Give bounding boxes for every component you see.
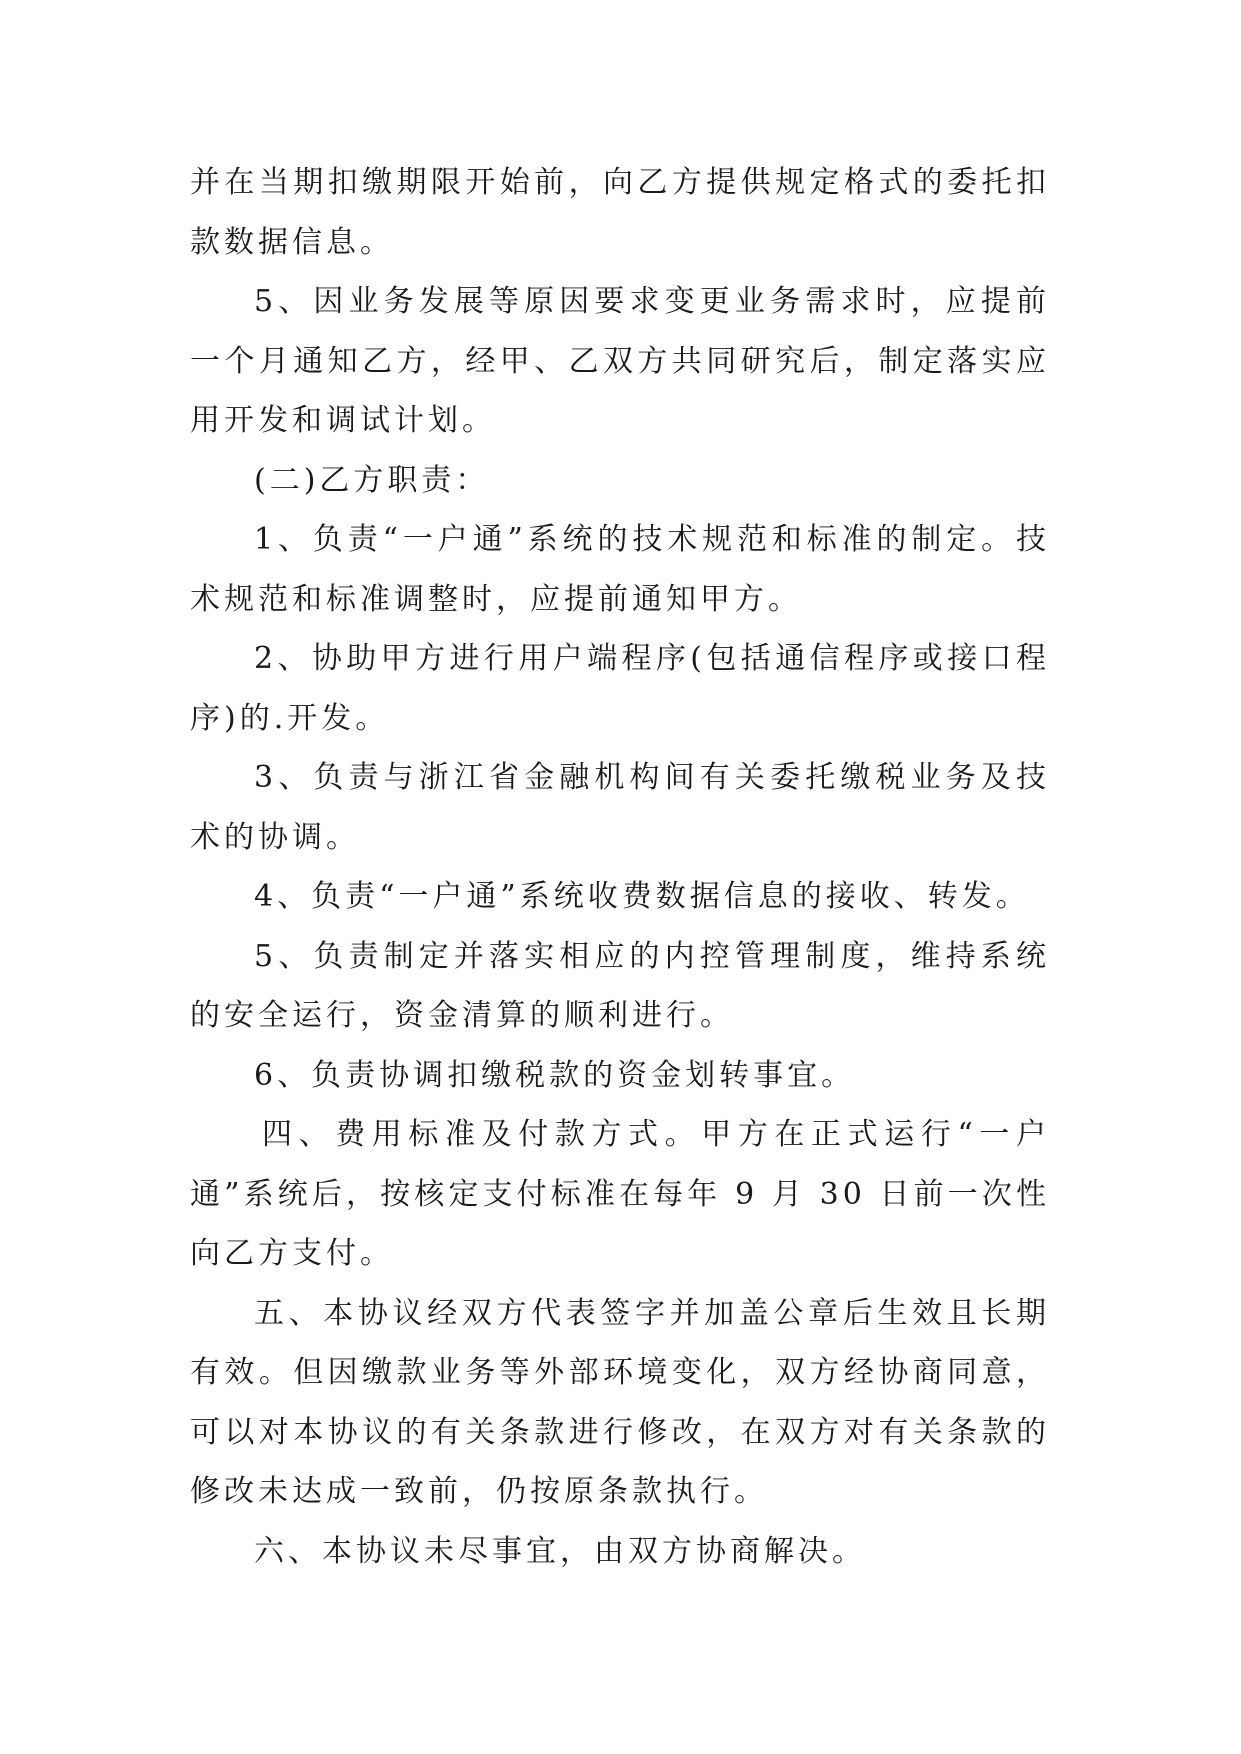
paragraph-item-2-party-b: 2、协助甲方进行用户端程序(包括通信程序或接口程序)的.开发。 xyxy=(190,641,1050,736)
paragraph-item-3-party-b: 3、负责与浙江省金融机构间有关委托缴税业务及技术的协调。 xyxy=(190,760,1050,855)
paragraph-item-5-party-a: 5、因业务发展等原因要求变更业务需求时，应提前一个月通知乙方，经甲、乙双方共同研究后，制定落实应用开发和调试计划。 xyxy=(190,284,1050,438)
paragraph-section-4-fees: 四、费用标准及付款方式。甲方在正式运行“一户通”系统后，按核定支付标准在每年 9 月 30 日前一次性向乙方支付。 xyxy=(190,1117,1050,1271)
section-heading-party-b-duties: (二)乙方职责： xyxy=(254,462,490,498)
paragraph-section-6-other: 六、本协议未尽事宜，由双方协商解决。 xyxy=(254,1533,866,1569)
paragraph-section-5-validity: 五、本协议经双方代表签字并加盖公章后生效且长期有效。但因缴款业务等外部环境变化，双方经协商同意，可以对本协议的有关条款进行修改，在双方对有关条款的修改未达成一致前，仍按原条款执行。 xyxy=(190,1295,1050,1509)
paragraph-item-5-party-b: 5、负责制定并落实相应的内控管理制度，维持系统的安全运行，资金清算的顺利进行。 xyxy=(190,938,1050,1033)
paragraph-item-6-party-b: 6、负责协调扣缴税款的资金划转事宜。 xyxy=(254,1057,856,1093)
paragraph-item-4-party-b: 4、负责“一户通”系统收费数据信息的接收、转发。 xyxy=(254,879,1030,914)
document-body xyxy=(190,153,1050,1581)
paragraph-continuation: 并在当期扣缴期限开始前，向乙方提供规定格式的委托扣款数据信息。 xyxy=(190,165,1050,260)
paragraph-item-1-party-b: 1、负责“一户通”系统的技术规范和标准的制定。技术规范和标准调整时，应提前通知甲方。 xyxy=(190,522,1050,617)
